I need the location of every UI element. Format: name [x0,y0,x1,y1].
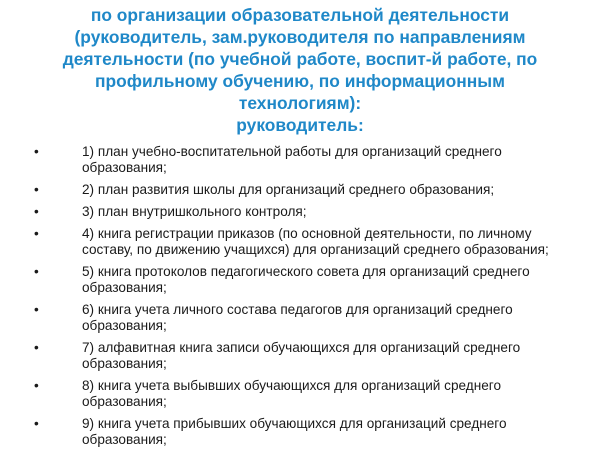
slide-title-line: по организации образовательной деятельности [90,5,510,25]
bullet-icon: • [34,226,39,241]
bullet-icon: • [34,302,39,317]
list-item-text: 6) книга учета личного состава педагогов для организаций среднего образования; [82,302,513,333]
bullet-icon: • [34,182,39,197]
slide-title-line: руководитель: [236,115,364,135]
list-item-text: 1) план учебно-воспитательной работы для организаций среднего образования; [82,144,502,175]
list-item [28,302,572,334]
list-item-text: 4) книга регистрации приказов (по основной деятельности, по личному составу, по движению учащихся) для организаций среднего образования; [82,226,549,257]
list-item [28,264,572,296]
list-item [28,226,572,258]
list-item-text: 7) алфавитная книга записи обучающихся для организаций среднего образования; [82,340,521,371]
list-item-text: 8) книга учета выбывших обучающихся для организаций среднего образования; [82,378,502,409]
slide-title-line: профильному обучению, по информационным технологиям): [95,71,505,113]
list-item [28,182,572,198]
slide-title-line: деятельности (по учебной работе, воспит-й работе, по [62,49,538,69]
slide-title [28,4,572,136]
slide-title-line: (руководитель, зам.руководителя по направлениям [74,27,526,47]
list-item [28,340,572,372]
bullet-icon: • [34,144,39,159]
list-item-text: 2) план развития школы для организаций среднего образования; [82,182,495,197]
bullet-icon: • [34,416,39,431]
list-item-text: 9) книга учета прибывших обучающихся для организаций среднего образования; [82,416,507,447]
list-item-text: 3) план внутришкольного контроля; [82,204,307,219]
bullet-icon: • [34,340,39,355]
bullet-icon: • [34,204,39,219]
bullet-icon: • [34,264,39,279]
list-item-text: 5) книга протоколов педагогического совета для организаций среднего образования; [82,264,530,295]
list-item [28,204,572,220]
bullet-icon: • [34,378,39,393]
list-item [28,144,572,176]
document-list [28,144,572,448]
list-item [28,378,572,410]
list-item [28,416,572,448]
